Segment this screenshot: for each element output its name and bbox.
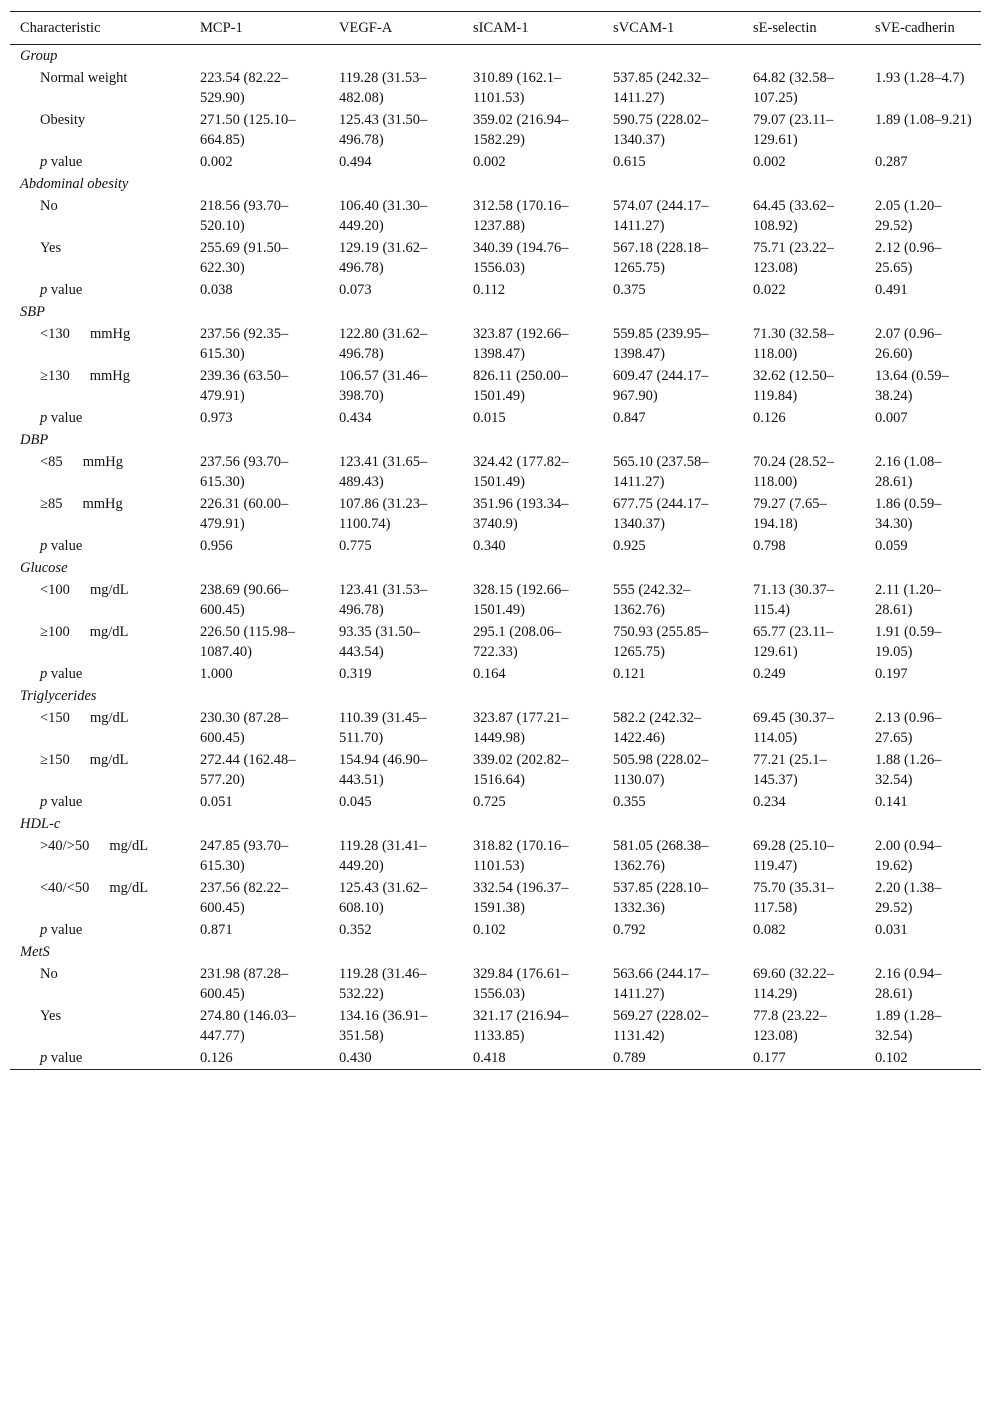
row-unit: mg/dL — [89, 710, 129, 726]
p-value-cell: 0.126 — [200, 1050, 233, 1066]
table-cell: 69.28 (25.10–119.47) — [753, 838, 834, 874]
table-cell: 125.43 (31.50–496.78) — [339, 112, 428, 148]
table-cell: 125.43 (31.62–608.10) — [339, 880, 428, 916]
p-value-row — [10, 791, 981, 813]
table-cell: 321.17 (216.94–1133.85) — [473, 1008, 569, 1044]
table-cell: 123.41 (31.53–496.78) — [339, 582, 428, 618]
row-label: Normal weight — [40, 70, 128, 86]
table-cell: 2.05 (1.20–29.52) — [875, 198, 942, 234]
p-value-label — [10, 279, 188, 301]
section-title: SBP — [20, 304, 45, 320]
p-value-row — [10, 663, 981, 685]
table-cell: 134.16 (36.91–351.58) — [339, 1008, 428, 1044]
table-cell: 223.54 (82.22–529.90) — [200, 70, 289, 106]
table-row — [10, 963, 981, 1005]
p-suffix: value — [47, 154, 83, 170]
p-value-cell: 0.434 — [339, 410, 372, 426]
row-label: Yes — [40, 240, 62, 256]
p-letter: p — [40, 282, 48, 298]
table-cell: 129.19 (31.62–496.78) — [339, 240, 428, 276]
row-label-cell — [10, 493, 188, 535]
table-cell: 2.07 (0.96–26.60) — [875, 326, 942, 362]
table-cell: 218.56 (93.70–520.10) — [200, 198, 289, 234]
table-cell: 71.13 (30.37–115.4) — [753, 582, 834, 618]
table-cell: 537.85 (228.10–1332.36) — [613, 880, 709, 916]
section-title: DBP — [20, 432, 49, 448]
p-letter: p — [40, 922, 48, 938]
p-suffix: value — [47, 282, 83, 298]
row-label-cell — [10, 365, 188, 407]
p-value-cell: 0.126 — [753, 410, 786, 426]
p-suffix: value — [47, 1050, 83, 1066]
p-value-label — [10, 1047, 188, 1070]
row-label: <150 — [40, 710, 70, 726]
p-value-row — [10, 279, 981, 301]
column-header: sVCAM-1 — [613, 20, 675, 36]
table-cell: 351.96 (193.34–3740.9) — [473, 496, 569, 532]
row-label-cell — [10, 963, 188, 1005]
table-cell: 318.82 (170.16–1101.53) — [473, 838, 569, 874]
p-value-cell: 0.925 — [613, 538, 646, 554]
section-row — [10, 557, 981, 579]
p-value-cell: 0.615 — [613, 154, 646, 170]
row-label-cell — [10, 877, 188, 919]
table-cell: 310.89 (162.1–1101.53) — [473, 70, 562, 106]
table-cell: 1.89 (1.08–9.21) — [875, 112, 972, 128]
row-label: Obesity — [40, 112, 86, 128]
p-value-label — [10, 407, 188, 429]
table-cell: 154.94 (46.90–443.51) — [339, 752, 428, 788]
row-label: No — [40, 966, 58, 982]
p-suffix: value — [47, 922, 83, 938]
row-label-cell — [10, 195, 188, 237]
p-value-cell: 0.059 — [875, 538, 908, 554]
table-cell: 119.28 (31.46–532.22) — [339, 966, 427, 1002]
p-value-cell: 0.491 — [875, 282, 908, 298]
table-cell: 71.30 (32.58–118.00) — [753, 326, 834, 362]
p-letter: p — [40, 794, 48, 810]
p-value-cell: 0.007 — [875, 410, 908, 426]
table-row — [10, 109, 981, 151]
table-cell: 119.28 (31.53–482.08) — [339, 70, 427, 106]
p-value-cell: 0.073 — [339, 282, 372, 298]
table-cell: 537.85 (242.32–1411.27) — [613, 70, 709, 106]
row-label-cell — [10, 323, 188, 365]
table-cell: 64.82 (32.58–107.25) — [753, 70, 834, 106]
table-cell: 65.77 (23.11–129.61) — [753, 624, 834, 660]
header-row — [10, 12, 981, 45]
row-unit: mmHg — [89, 326, 131, 342]
table-cell: 826.11 (250.00–1501.49) — [473, 368, 568, 404]
section-row — [10, 301, 981, 323]
p-value-cell: 0.319 — [339, 666, 372, 682]
p-value-cell: 0.340 — [473, 538, 506, 554]
p-suffix: value — [47, 666, 83, 682]
table-cell: 677.75 (244.17–1340.37) — [613, 496, 709, 532]
table-cell: 332.54 (196.37–1591.38) — [473, 880, 569, 916]
table-cell: 13.64 (0.59–38.24) — [875, 368, 949, 404]
row-label-cell — [10, 1005, 188, 1047]
table-cell: 75.71 (23.22–123.08) — [753, 240, 834, 276]
table-cell: 555 (242.32–1362.76) — [613, 582, 691, 618]
p-value-label — [10, 535, 188, 557]
p-letter: p — [40, 410, 48, 426]
table-cell: 107.86 (31.23–1100.74) — [339, 496, 428, 532]
biomarker-table — [10, 11, 981, 1070]
table-cell: 32.62 (12.50–119.84) — [753, 368, 834, 404]
column-header: MCP-1 — [200, 20, 243, 36]
row-unit: mg/dL — [109, 838, 149, 854]
table-cell: 237.56 (93.70–615.30) — [200, 454, 289, 490]
table-cell: 64.45 (33.62–108.92) — [753, 198, 834, 234]
p-value-label — [10, 791, 188, 813]
p-letter: p — [40, 666, 48, 682]
row-unit: mg/dL — [89, 624, 129, 640]
table-container — [10, 11, 981, 1070]
row-unit: mg/dL — [89, 752, 129, 768]
p-value-cell: 0.045 — [339, 794, 372, 810]
table-cell: 119.28 (31.41–449.20) — [339, 838, 427, 874]
section-row — [10, 429, 981, 451]
table-cell: 2.00 (0.94–19.62) — [875, 838, 942, 874]
row-label: ≥150 — [40, 752, 70, 768]
p-letter: p — [40, 1050, 48, 1066]
p-value-cell: 0.002 — [753, 154, 786, 170]
table-row — [10, 1005, 981, 1047]
table-cell: 323.87 (192.66–1398.47) — [473, 326, 569, 362]
p-value-row — [10, 1047, 981, 1070]
p-value-cell: 0.418 — [473, 1050, 506, 1066]
p-letter: p — [40, 154, 48, 170]
table-cell: 567.18 (228.18–1265.75) — [613, 240, 709, 276]
row-label: Yes — [40, 1008, 62, 1024]
p-value-cell: 0.775 — [339, 538, 372, 554]
p-value-cell: 0.956 — [200, 538, 233, 554]
row-unit: mmHg — [82, 454, 123, 470]
table-cell: 569.27 (228.02–1131.42) — [613, 1008, 709, 1044]
table-cell: 574.07 (244.17–1411.27) — [613, 198, 709, 234]
section-title: Group — [20, 48, 58, 64]
table-cell: 750.93 (255.85–1265.75) — [613, 624, 709, 660]
section-row — [10, 685, 981, 707]
row-label: <130 — [40, 326, 70, 342]
table-cell: 93.35 (31.50–443.54) — [339, 624, 420, 660]
row-label-cell — [10, 835, 188, 877]
table-row — [10, 877, 981, 919]
table-cell: 272.44 (162.48–577.20) — [200, 752, 296, 788]
p-value-label — [10, 663, 188, 685]
p-value-cell: 0.112 — [473, 282, 506, 298]
p-value-cell: 0.031 — [875, 922, 908, 938]
p-value-cell: 0.141 — [875, 794, 908, 810]
p-value-cell: 0.002 — [200, 154, 233, 170]
table-cell: 77.21 (25.1–145.37) — [753, 752, 827, 788]
p-value-cell: 0.375 — [613, 282, 646, 298]
p-value-cell: 0.197 — [875, 666, 908, 682]
table-row — [10, 365, 981, 407]
p-value-cell: 0.352 — [339, 922, 372, 938]
table-row — [10, 323, 981, 365]
table-cell: 69.60 (32.22–114.29) — [753, 966, 834, 1002]
row-label: ≥85 — [40, 496, 63, 512]
table-cell: 1.88 (1.26–32.54) — [875, 752, 942, 788]
row-label-cell — [10, 707, 188, 749]
table-cell: 237.56 (82.22–600.45) — [200, 880, 289, 916]
column-header: VEGF-A — [339, 20, 393, 36]
column-header: Characteristic — [20, 20, 101, 36]
table-cell: 563.66 (244.17–1411.27) — [613, 966, 709, 1002]
row-label-cell — [10, 749, 188, 791]
table-cell: 123.41 (31.65–489.43) — [339, 454, 428, 490]
table-body — [10, 45, 981, 1070]
section-title: MetS — [20, 944, 50, 960]
column-header: sE-selectin — [753, 20, 817, 36]
table-cell: 609.47 (244.17–967.90) — [613, 368, 709, 404]
table-cell: 329.84 (176.61–1556.03) — [473, 966, 569, 1002]
p-value-cell: 0.022 — [753, 282, 786, 298]
row-unit: mmHg — [82, 496, 123, 512]
table-cell: 70.24 (28.52–118.00) — [753, 454, 834, 490]
table-cell: 1.86 (0.59–34.30) — [875, 496, 942, 532]
section-title: Glucose — [20, 560, 68, 576]
section-row — [10, 173, 981, 195]
table-cell: 237.56 (92.35–615.30) — [200, 326, 289, 362]
p-value-cell: 0.082 — [753, 922, 786, 938]
p-value-row — [10, 151, 981, 173]
section-title: Abdominal obesity — [20, 176, 129, 192]
row-label: >40/>50 — [40, 838, 90, 854]
table-cell: 77.8 (23.22–123.08) — [753, 1008, 827, 1044]
table-cell: 122.80 (31.62–496.78) — [339, 326, 428, 362]
p-value-cell: 0.847 — [613, 410, 646, 426]
table-cell: 1.89 (1.28–32.54) — [875, 1008, 942, 1044]
table-cell: 2.11 (1.20–28.61) — [875, 582, 941, 618]
row-label: No — [40, 198, 58, 214]
section-row — [10, 941, 981, 963]
p-value-row — [10, 919, 981, 941]
p-value-cell: 0.164 — [473, 666, 506, 682]
table-cell: 239.36 (63.50–479.91) — [200, 368, 289, 404]
table-cell: 230.30 (87.28–600.45) — [200, 710, 289, 746]
row-label: <85 — [40, 454, 63, 470]
table-row — [10, 621, 981, 663]
section-row — [10, 813, 981, 835]
p-value-cell: 0.287 — [875, 154, 908, 170]
table-row — [10, 707, 981, 749]
p-value-cell: 0.494 — [339, 154, 372, 170]
row-label: ≥100 — [40, 624, 70, 640]
table-cell: 505.98 (228.02–1130.07) — [613, 752, 709, 788]
p-value-cell: 0.249 — [753, 666, 786, 682]
table-cell: 565.10 (237.58–1411.27) — [613, 454, 709, 490]
p-value-label — [10, 151, 188, 173]
p-value-label — [10, 919, 188, 941]
table-cell: 110.39 (31.45–511.70) — [339, 710, 427, 746]
p-value-cell: 0.789 — [613, 1050, 646, 1066]
row-unit: mg/dL — [89, 582, 129, 598]
p-value-cell: 1.000 — [200, 666, 233, 682]
p-value-row — [10, 407, 981, 429]
p-value-row — [10, 535, 981, 557]
p-value-cell: 0.015 — [473, 410, 506, 426]
row-label-cell — [10, 109, 188, 151]
p-value-cell: 0.792 — [613, 922, 646, 938]
table-cell: 359.02 (216.94–1582.29) — [473, 112, 569, 148]
table-cell: 247.85 (93.70–615.30) — [200, 838, 289, 874]
table-cell: 231.98 (87.28–600.45) — [200, 966, 289, 1002]
table-cell: 226.31 (60.00–479.91) — [200, 496, 289, 532]
section-title: Triglycerides — [20, 688, 97, 704]
p-value-cell: 0.038 — [200, 282, 233, 298]
p-value-cell: 0.102 — [875, 1050, 908, 1066]
table-cell: 2.20 (1.38–29.52) — [875, 880, 942, 916]
table-row — [10, 451, 981, 493]
column-header: sVE-cadherin — [875, 20, 955, 36]
p-suffix: value — [47, 794, 83, 810]
table-cell: 323.87 (177.21–1449.98) — [473, 710, 569, 746]
table-cell: 2.12 (0.96–25.65) — [875, 240, 942, 276]
table-row — [10, 493, 981, 535]
p-value-cell: 0.725 — [473, 794, 506, 810]
table-cell: 238.69 (90.66–600.45) — [200, 582, 289, 618]
p-value-cell: 0.355 — [613, 794, 646, 810]
row-unit: mmHg — [89, 368, 130, 384]
row-unit: mg/dL — [109, 880, 149, 896]
table-cell: 79.27 (7.65–194.18) — [753, 496, 827, 532]
table-row — [10, 749, 981, 791]
table-row — [10, 579, 981, 621]
table-cell: 2.16 (0.94–28.61) — [875, 966, 942, 1002]
p-value-cell: 0.051 — [200, 794, 233, 810]
table-cell: 295.1 (208.06–722.33) — [473, 624, 562, 660]
p-value-cell: 0.234 — [753, 794, 786, 810]
section-row — [10, 45, 981, 68]
p-value-cell: 0.177 — [753, 1050, 786, 1066]
p-suffix: value — [47, 538, 83, 554]
row-label: <100 — [40, 582, 70, 598]
row-label-cell — [10, 579, 188, 621]
table-cell: 312.58 (170.16–1237.88) — [473, 198, 569, 234]
table-cell: 271.50 (125.10–664.85) — [200, 112, 296, 148]
row-label-cell — [10, 621, 188, 663]
table-cell: 79.07 (23.11–129.61) — [753, 112, 834, 148]
table-cell: 255.69 (91.50–622.30) — [200, 240, 289, 276]
p-value-cell: 0.973 — [200, 410, 233, 426]
table-cell: 2.13 (0.96–27.65) — [875, 710, 942, 746]
p-value-cell: 0.121 — [613, 666, 646, 682]
row-label: ≥130 — [40, 368, 70, 384]
table-cell: 2.16 (1.08–28.61) — [875, 454, 942, 490]
p-value-cell: 0.002 — [473, 154, 506, 170]
table-cell: 328.15 (192.66–1501.49) — [473, 582, 569, 618]
table-row — [10, 237, 981, 279]
table-cell: 339.02 (202.82–1516.64) — [473, 752, 569, 788]
row-label: <40/<50 — [40, 880, 90, 896]
table-cell: 340.39 (194.76–1556.03) — [473, 240, 569, 276]
column-header: sICAM-1 — [473, 20, 529, 36]
table-cell: 69.45 (30.37–114.05) — [753, 710, 834, 746]
table-cell: 106.57 (31.46–398.70) — [339, 368, 428, 404]
p-letter: p — [40, 538, 48, 554]
p-value-cell: 0.871 — [200, 922, 233, 938]
p-value-cell: 0.798 — [753, 538, 786, 554]
table-cell: 581.05 (268.38–1362.76) — [613, 838, 709, 874]
section-title: HDL-c — [20, 816, 61, 832]
row-label-cell — [10, 451, 188, 493]
table-row — [10, 67, 981, 109]
table-cell: 590.75 (228.02–1340.37) — [613, 112, 709, 148]
table-cell: 1.91 (0.59–19.05) — [875, 624, 942, 660]
p-value-cell: 0.102 — [473, 922, 506, 938]
table-cell: 559.85 (239.95–1398.47) — [613, 326, 709, 362]
p-suffix: value — [47, 410, 83, 426]
table-cell: 226.50 (115.98–1087.40) — [200, 624, 295, 660]
table-row — [10, 835, 981, 877]
row-label-cell — [10, 237, 188, 279]
table-cell: 75.70 (35.31–117.58) — [753, 880, 834, 916]
row-label-cell — [10, 67, 188, 109]
table-cell: 582.2 (242.32–1422.46) — [613, 710, 702, 746]
table-cell: 324.42 (177.82–1501.49) — [473, 454, 569, 490]
table-cell: 274.80 (146.03–447.77) — [200, 1008, 296, 1044]
table-row — [10, 195, 981, 237]
p-value-cell: 0.430 — [339, 1050, 372, 1066]
table-cell: 106.40 (31.30–449.20) — [339, 198, 428, 234]
table-cell: 1.93 (1.28–4.7) — [875, 70, 965, 86]
